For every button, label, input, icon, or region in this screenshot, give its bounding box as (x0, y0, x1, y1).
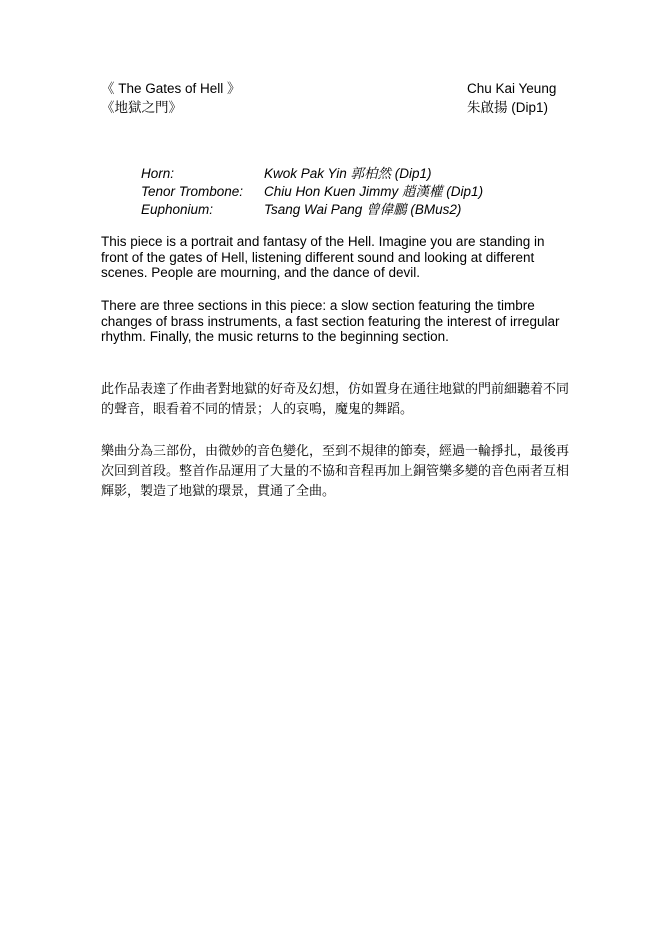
performer-name: Kwok Pak Yin 郭柏然 (Dip1) (264, 166, 432, 181)
description-paragraph-english-1: This piece is a portrait and fantasy of the Hell. Imagine you are standing in front of the gates of Hell, listening different sound and looking at different scenes. People are mourning, and the dance of devil. (101, 234, 545, 280)
composer-name-chinese: 朱啟揚 (Dip1) (467, 100, 549, 115)
description-paragraph-chinese-1: 此作品表達了作曲者對地獄的好奇及幻想，仿如置身在通往地獄的門前細聽着不同的聲音，眼看着不同的情景；人的哀鳴，魔鬼的舞蹈。 (101, 382, 570, 417)
performer-role: Euphonium: (141, 202, 214, 217)
description-paragraph-chinese-2: 樂曲分為三部份，由微妙的音色變化，至到不規律的節奏，經過一輪掙扎，最後再次回到首段。整首作品運用了大量的不協和音程再加上銅管樂多變的音色兩者互相輝影，製造了地獄的環景，貫通了全曲。 (101, 444, 570, 499)
piece-title-english: 《 The Gates of Hell 》 (101, 81, 241, 96)
performer-name: Chiu Hon Kuen Jimmy 趙漢權 (Dip1) (264, 184, 484, 199)
composer-name-english: Chu Kai Yeung (467, 81, 557, 96)
description-paragraph-english-2: There are three sections in this piece: a slow section featuring the timbre changes of brass instruments, a fast section featuring the interest of irregular rhythm. Finally, the music returns to the beginning section. (101, 298, 560, 344)
piece-title-chinese: 《地獄之門》 (101, 100, 182, 115)
performer-name: Tsang Wai Pang 曾偉鵬 (BMus2) (264, 202, 462, 217)
performer-role: Tenor Trombone: (141, 184, 244, 199)
performer-role: Horn: (141, 166, 175, 181)
